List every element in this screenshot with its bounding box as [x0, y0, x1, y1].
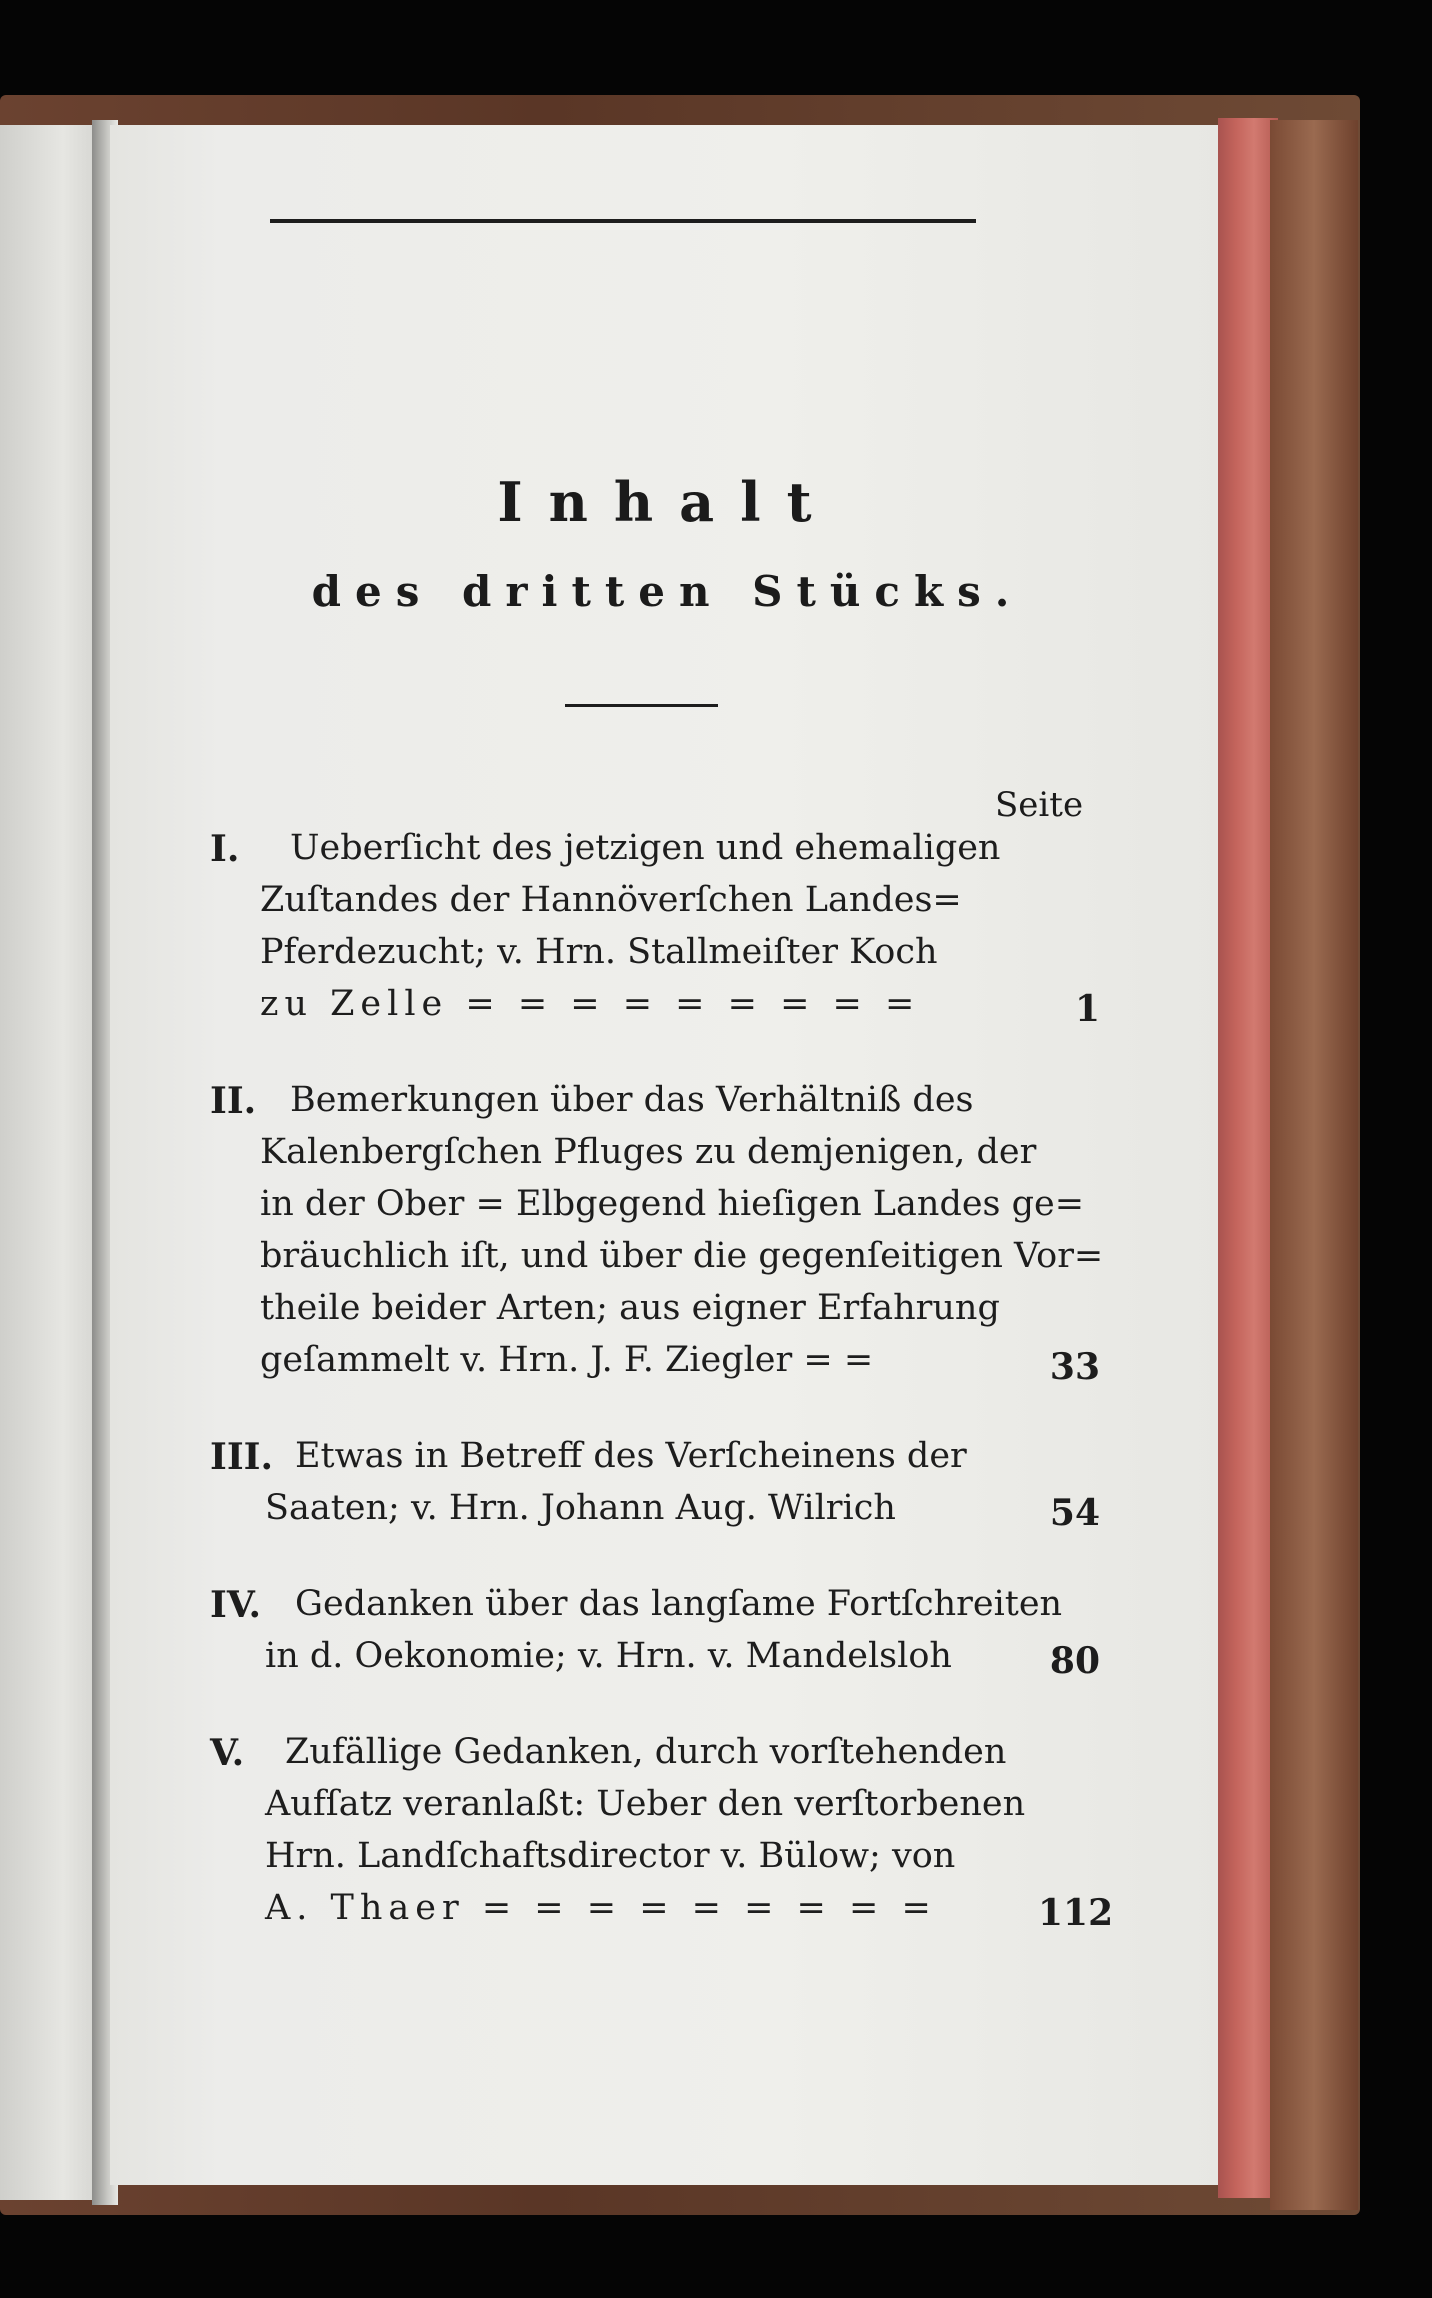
entry-page-number: 80 — [1049, 1640, 1100, 1682]
entry-line: zu Zelle = = = = = = = = = — [260, 984, 921, 1024]
entry-page-number: 1 — [1074, 988, 1100, 1030]
entry-line: Gedanken über das langſame Fortſchreiten — [295, 1584, 1063, 1624]
title-divider — [565, 704, 718, 707]
entry-number: III. — [210, 1436, 274, 1478]
entry-number: I. — [210, 828, 240, 870]
entry-line: in der Ober = Elbgegend hieſigen Landes ge= — [260, 1184, 1085, 1224]
entry-line: A. Thaer = = = = = = = = = — [265, 1888, 937, 1928]
top-rule — [270, 219, 976, 223]
entry-page-number: 54 — [1049, 1492, 1100, 1534]
page-edge — [1218, 118, 1278, 2198]
entry-number: IV. — [210, 1584, 262, 1626]
entry-line: Bemerkungen über das Verhältniß des — [290, 1080, 974, 1120]
page-title: Inhalt — [497, 470, 838, 534]
entry-line: in d. Oekonomie; v. Hrn. v. Mandelsloh — [265, 1636, 952, 1676]
entry-line: Etwas in Betreff des Verſcheinens der — [295, 1436, 967, 1476]
entry-line: Ueberſicht des jetzigen und ehemaligen — [290, 828, 1001, 868]
entry-line: bräuchlich iſt, und über die gegenſeitigen Vor= — [260, 1236, 1104, 1276]
entry-page-number: 112 — [1038, 1892, 1114, 1934]
entry-line: Hrn. Landſchaftsdirector v. Bülow; von — [265, 1836, 956, 1876]
entry-line: geſammelt v. Hrn. J. F. Ziegler = = — [260, 1340, 874, 1380]
page-column-label: Seite — [995, 785, 1084, 825]
entry-line: theile beider Arten; aus eigner Erfahrung — [260, 1288, 1000, 1328]
left-page — [0, 125, 105, 2200]
entry-number: II. — [210, 1080, 257, 1122]
entry-line: Kalenbergſchen Pfluges zu demjenigen, der — [260, 1132, 1037, 1172]
book-cover-edge — [1270, 120, 1358, 2210]
entry-line: Aufſatz veranlaßt: Ueber den verſtorbenen — [265, 1784, 1026, 1824]
entry-line: Saaten; v. Hrn. Johann Aug. Wilrich — [265, 1488, 896, 1528]
entry-page-number: 33 — [1049, 1346, 1100, 1388]
entry-line: Zufällige Gedanken, durch vorſtehenden — [285, 1732, 1007, 1772]
entry-line: Pferdezucht; v. Hrn. Stallmeiſter Koch — [260, 932, 938, 972]
page-subtitle: des dritten Stücks. — [311, 567, 1024, 616]
entry-line: Zuſtandes der Hannöverſchen Landes= — [260, 880, 962, 920]
entry-number: V. — [210, 1732, 245, 1774]
